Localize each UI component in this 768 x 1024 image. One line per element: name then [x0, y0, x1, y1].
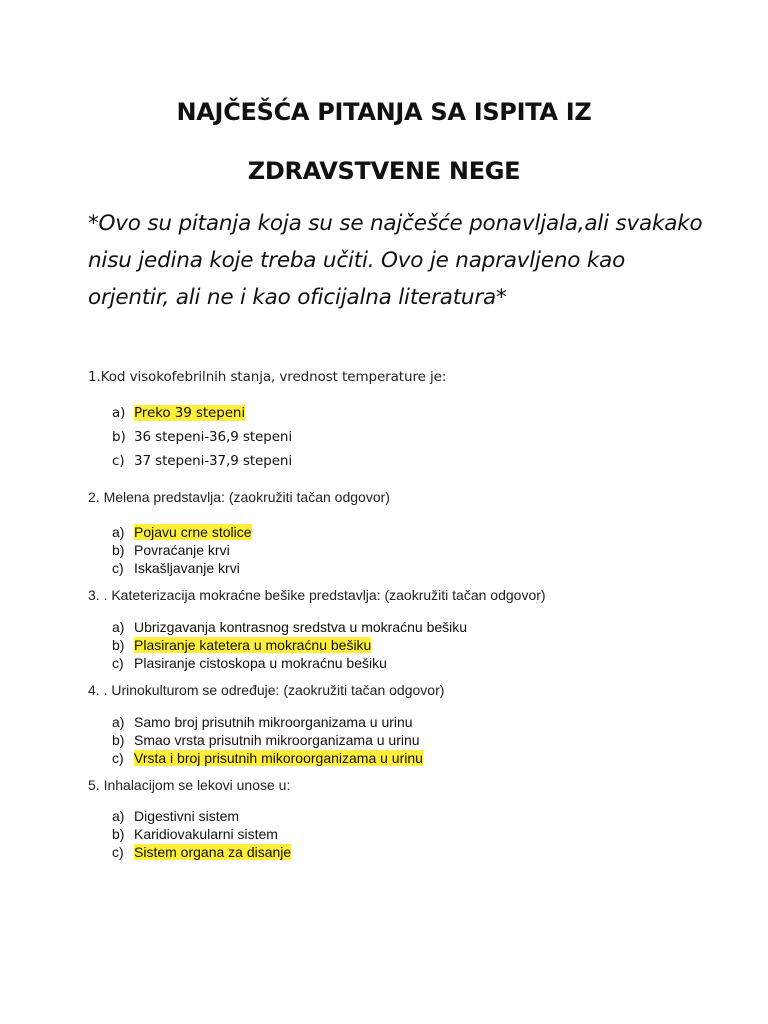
question-2-options — [112, 523, 252, 577]
question-5-options — [112, 807, 291, 861]
answer-text-highlighted: Sistem organa za disanje — [134, 844, 292, 860]
answer-text: Samo broj prisutnih mikroorganizama u urinu — [134, 714, 413, 730]
option-4c — [112, 749, 423, 767]
document-title-line-1: NAJČEŠĆA PITANJA SA ISPITA IZ — [176, 98, 592, 126]
option-4b — [112, 731, 423, 749]
option-marker: b) — [112, 429, 126, 445]
question-3-options — [112, 618, 467, 672]
answer-text: 37 stepeni-37,9 stepeni — [134, 453, 293, 469]
option-marker: c) — [112, 750, 124, 766]
document-title-line-2: ZDRAVSTVENE NEGE — [247, 157, 521, 185]
question-4-options — [112, 713, 423, 767]
option-5c — [112, 843, 291, 861]
option-marker: a) — [112, 619, 125, 635]
option-1c — [112, 449, 292, 473]
option-marker: b) — [112, 542, 125, 558]
option-5a — [112, 807, 291, 825]
option-3b — [112, 636, 467, 654]
option-1a — [112, 401, 292, 425]
answer-text: Plasiranje cistoskopa u mokraćnu bešiku — [134, 655, 387, 671]
question-2: 2. Melena predstavlja: (zaokružiti tačan odgovor) — [88, 489, 390, 505]
option-5b — [112, 825, 291, 843]
option-4a — [112, 713, 423, 731]
option-marker: a) — [112, 714, 125, 730]
option-marker: c) — [112, 453, 125, 469]
answer-text: Iskašljavanje krvi — [134, 560, 240, 576]
option-marker: a) — [112, 808, 125, 824]
question-1: 1.Kod visokofebrilnih stanja, vrednost temperature je: — [88, 369, 447, 385]
intro-line-1: *Ovo su pitanja koja su se najčešće ponavljala,ali svakako — [88, 211, 703, 236]
intro-note — [88, 205, 728, 316]
answer-text-highlighted: Preko 39 stepeni — [134, 405, 246, 421]
option-3a — [112, 618, 467, 636]
question-5: 5. Inhalacijom se lekovi unose u: — [88, 777, 291, 793]
option-3c — [112, 654, 467, 672]
option-marker: a) — [112, 524, 125, 540]
intro-line-3: orjentir, ali ne i kao oficijalna literatura* — [88, 285, 507, 310]
answer-text-highlighted: Plasiranje katetera u mokraćnu bešiku — [134, 637, 372, 653]
answer-text-highlighted: Vrsta i broj prisutnih mikoroorganizama u urinu — [134, 750, 423, 766]
answer-text: Povraćanje krvi — [134, 542, 230, 558]
option-marker: a) — [112, 405, 126, 421]
answer-text: Smao vrsta prisutnih mikroorganizama u urinu — [134, 732, 420, 748]
answer-text: 36 stepeni-36,9 stepeni — [134, 429, 293, 445]
answer-text-highlighted: Pojavu crne stolice — [134, 524, 252, 540]
option-marker: c) — [112, 560, 124, 576]
question-3: 3. . Kateterizacija mokraćne bešike predstavlja: (zaokružiti tačan odgovor) — [88, 587, 546, 603]
option-marker: b) — [112, 732, 125, 748]
option-1b — [112, 425, 292, 449]
answer-text: Karidiovakularni sistem — [134, 826, 278, 842]
option-2a — [112, 523, 252, 541]
option-marker: c) — [112, 844, 124, 860]
option-marker: c) — [112, 655, 124, 671]
intro-line-2: nisu jedina koje treba učiti. Ovo je napravljeno kao — [88, 248, 626, 273]
option-marker: b) — [112, 826, 125, 842]
answer-text: Digestivni sistem — [134, 808, 240, 824]
answer-text: Ubrizgavanja kontrasnog sredstva u mokraćnu bešiku — [134, 619, 468, 635]
option-2c — [112, 559, 252, 577]
option-marker: b) — [112, 637, 125, 653]
option-2b — [112, 541, 252, 559]
question-4: 4. . Urinokulturom se određuje: (zaokružiti tačan odgovor) — [88, 682, 445, 698]
question-1-options — [112, 401, 292, 473]
